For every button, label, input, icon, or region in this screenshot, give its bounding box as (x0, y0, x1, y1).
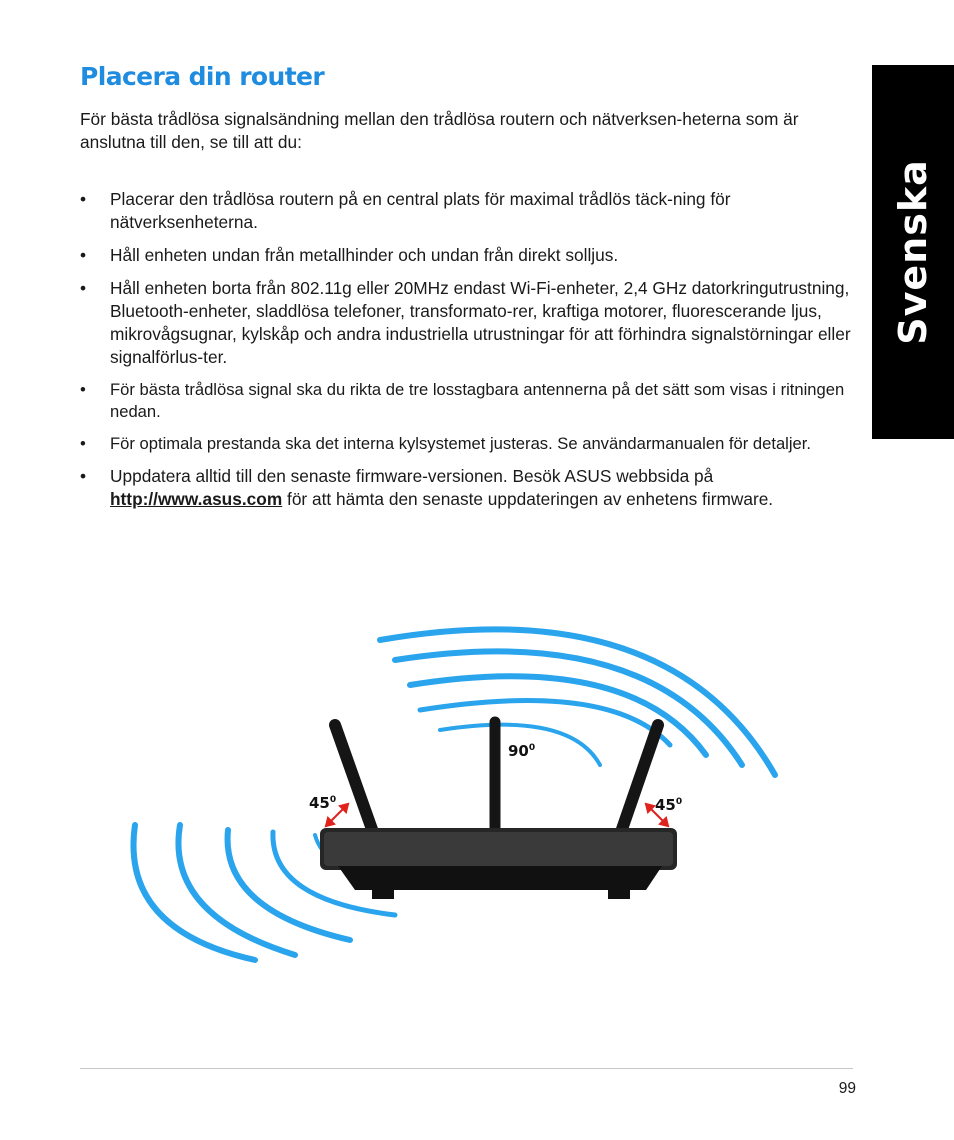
list-item-firmware (80, 465, 852, 511)
section-title: Placera din router (80, 62, 325, 91)
asus-website-link[interactable]: http://www.asus.com (110, 489, 283, 509)
firmware-text-after: för att hämta den senaste uppdateringen av enhetens firmware. (287, 489, 774, 509)
router-body (320, 722, 677, 899)
placement-tips-list (80, 188, 852, 521)
list-item: • Håll enheten borta från 802.11g eller 20MHz endast Wi-Fi-enheter, 2,4 GHz datorkringutrustning, Bluetooth-enheter, sladdlösa telefoner, transformato-rer, kraftiga motorer, fluorescerande ljus, mikrovågsugnar, kylskåp och andra industriella utrustningar för att förhindra signalstörningar eller signalförlus-ter. (80, 277, 852, 369)
center-angle-label: $90^0$ (508, 742, 536, 760)
intro-paragraph: För bästa trådlösa signalsändning mellan den trådlösa routern och nätverksen-heterna som är anslutna till den, se till att du: (80, 109, 799, 152)
signal-wave-left (178, 825, 295, 955)
language-tab-label: Svenska (891, 159, 935, 345)
list-item: • För optimala prestanda ska det interna kylsystemet justeras. Se användarmanualen för detaljer. (80, 433, 852, 455)
list-item: • För bästa trådlösa signal ska du rikta de tre losstagbara antennerna på det sätt som visas i ritningen nedan. (80, 379, 852, 423)
page-number: 99 (838, 1080, 856, 1097)
list-item: • Håll enheten undan från metallhinder och undan från direkt solljus. (80, 244, 852, 267)
firmware-text-before: Uppdatera alltid till den senaste firmware-versionen. Besök ASUS webbsida på (110, 466, 714, 486)
wireless-router-antennas-icon (110, 610, 810, 980)
footer-divider (80, 1068, 853, 1069)
left-angle-label: $45^0$ (309, 794, 337, 812)
right-angle-label: $45^0$ (655, 796, 683, 814)
signal-wave-right (420, 701, 670, 745)
language-tab (872, 65, 954, 439)
router-antenna-figure (110, 610, 810, 980)
list-item: • Placerar den trådlösa routern på en central plats för maximal trådlös täck-ning för nätverksenheterna. (80, 188, 852, 234)
